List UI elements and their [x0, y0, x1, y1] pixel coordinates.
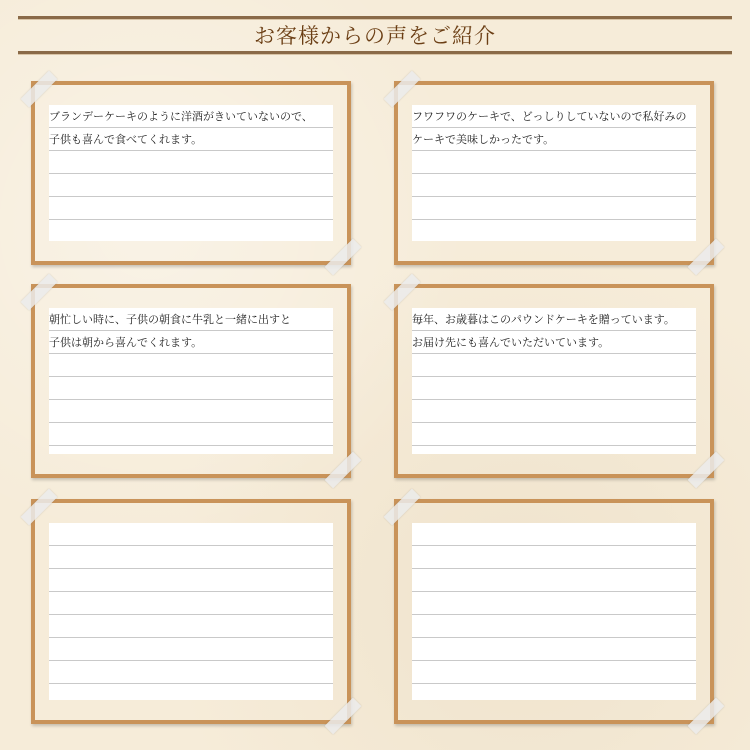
testimonial-card [31, 81, 351, 265]
tape-decoration [384, 71, 421, 108]
empty-testimonial-card [394, 499, 714, 724]
tape-decoration [325, 698, 362, 735]
testimonial-line: ケーキで美味しかったです。 [412, 133, 555, 146]
tape-decoration [325, 452, 362, 489]
tape-decoration [384, 274, 421, 311]
tape-decoration [688, 452, 725, 489]
tape-decoration [688, 698, 725, 735]
tape-decoration [21, 489, 58, 526]
testimonial-card [394, 81, 714, 265]
testimonial-line: ブランデーケーキのように洋酒がきいていないので、 [49, 110, 313, 123]
testimonial-line: 子供も喜んで食べてくれます。 [49, 133, 203, 146]
tape-decoration [384, 489, 421, 526]
testimonial-line: 子供は朝から喜んでくれます。 [49, 336, 203, 349]
tape-decoration [688, 239, 725, 276]
header-rule-bottom [18, 51, 732, 55]
testimonial-line: 毎年、お歳暮はこのパウンドケーキを贈っています。 [412, 313, 675, 326]
empty-testimonial-card [31, 499, 351, 724]
testimonial-card [31, 284, 351, 478]
testimonial-line: フワフワのケーキで、どっしりしていないので私好みの [412, 110, 687, 123]
testimonial-card [394, 284, 714, 478]
page-title: お客様からの声をご紹介 [254, 24, 496, 48]
tape-decoration [21, 274, 58, 311]
tape-decoration [325, 239, 362, 276]
testimonial-line: 朝忙しい時に、子供の朝食に牛乳と一緒に出すと [49, 313, 291, 326]
testimonial-line: お届け先にも喜んでいただいています。 [412, 336, 610, 349]
tape-decoration [21, 71, 58, 108]
